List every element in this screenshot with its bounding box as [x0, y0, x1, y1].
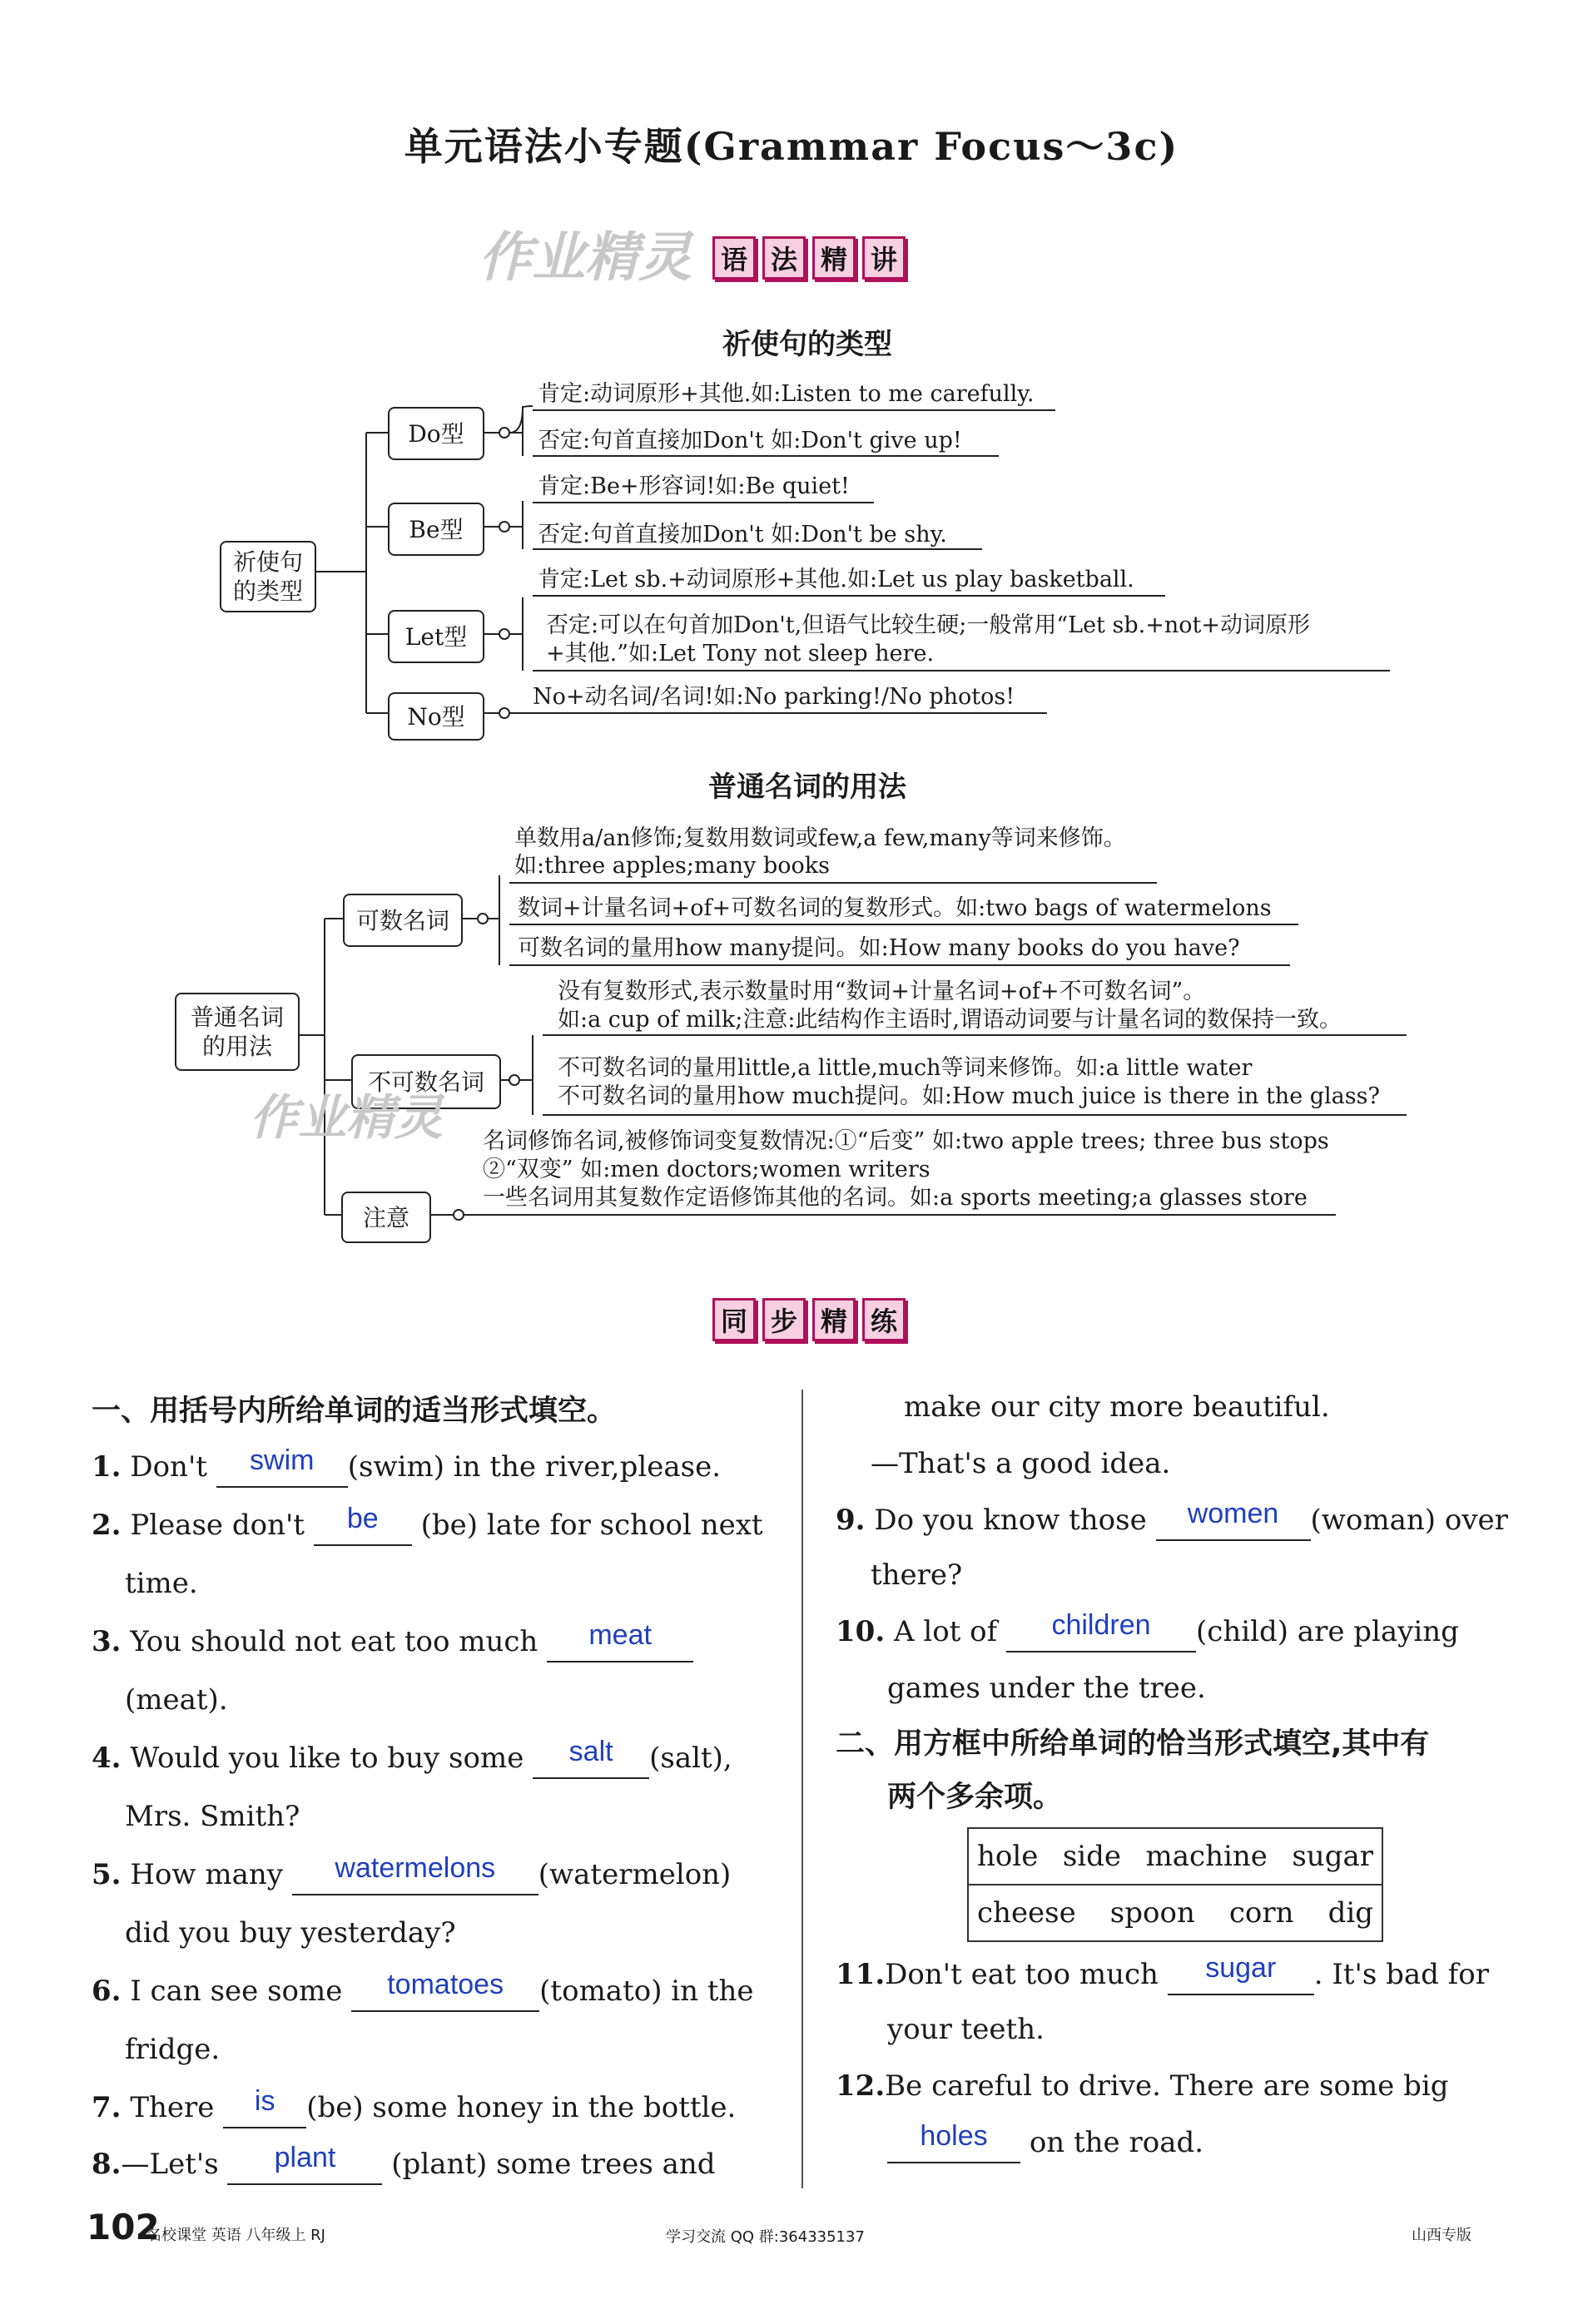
part1-heading: 一、用括号内所给单词的适当形式填空。 [92, 1395, 617, 1428]
word: spoon [1109, 1896, 1195, 1930]
branch-let: Let型 [388, 610, 484, 663]
rule-text: 如:three apples;many books [514, 853, 830, 879]
question-5: 5. How many watermelons (watermelon) [92, 1846, 731, 1904]
word: hole [977, 1840, 1039, 1873]
question-6-cont: fridge. [125, 2033, 221, 2066]
map2-title: 普通名词的用法 [708, 771, 906, 804]
map1-title: 祈使句的类型 [722, 328, 892, 361]
rule-text: 名词修饰名词,被修饰词变复数情况:①“后变” 如:two apple trees; three bus stops [483, 1128, 1329, 1154]
book-info: 名校课堂 英语 八年级上 RJ [146, 2227, 325, 2244]
answer-blank[interactable]: meat [547, 1623, 693, 1662]
branch-no: No型 [388, 692, 484, 741]
badge-char: 语 [712, 236, 756, 280]
question-6: 6. I can see some tomatoes (tomato) in the [92, 1962, 754, 2020]
rule-text: 如:a cup of milk;注意:此结构作主语时,谓语动词要与计量名词的数保持一致。 [558, 1007, 1342, 1033]
question-10: 10. A lot of children (child) are playing [836, 1603, 1459, 1661]
question-11-cont: your teeth. [887, 2013, 1045, 2046]
rule-text: 肯定:Let sb.+动词原形+其他.如:Let us play basketball. [538, 567, 1134, 592]
question-9: 9. Do you know those women (woman) over [836, 1491, 1508, 1549]
question-2-cont: time. [125, 1567, 198, 1600]
branch-uncountable: 不可数名词 [351, 1054, 501, 1109]
rule-text: 否定:句首直接加Don't 如:Don't be shy. [538, 522, 947, 548]
word: machine [1145, 1840, 1268, 1873]
branch-be: Be型 [388, 503, 484, 556]
word: side [1062, 1840, 1122, 1873]
word-box [967, 1827, 1383, 1942]
rule-text: No+动名词/名词!如:No parking!/No photos! [533, 684, 1015, 710]
rule-text: 肯定:Be+形容词!如:Be quiet! [538, 473, 850, 499]
question-1: 1. Don't swim (swim) in the river,please. [92, 1438, 721, 1496]
question-9-cont: there? [871, 1558, 963, 1592]
edition: 山西专版 [1412, 2227, 1471, 2244]
branch-countable: 可数名词 [343, 894, 463, 947]
rule-text: 不可数名词的量用little,a little,much等词来修饰。如:a little water [558, 1055, 1253, 1081]
part2-heading: 二、用方框中所给单词的恰当形式填空,其中有 [836, 1727, 1430, 1761]
watermark: 作业精灵 [250, 1089, 444, 1146]
badge-char: 精 [812, 236, 856, 280]
word: sugar [1292, 1840, 1373, 1873]
rule-text: 一些名词用其复数作定语修饰其他的名词。如:a sports meeting;a glasses store [483, 1185, 1308, 1211]
answer-blank[interactable]: holes [887, 2123, 1020, 2163]
question-4: 4. Would you like to buy some salt (salt), [92, 1729, 732, 1787]
question-8: 8.—Let's plant (plant) some trees and [92, 2135, 716, 2193]
branch-do: Do型 [388, 407, 484, 460]
word: corn [1228, 1896, 1294, 1930]
question-4-cont: Mrs. Smith? [125, 1800, 300, 1833]
rule-text: 否定:句首直接加Don't 如:Don't give up! [538, 428, 962, 453]
question-7: 7. There is (be) some honey in the bottle. [92, 2079, 736, 2137]
rule-text: +其他.”如:Let Tony not sleep here. [546, 641, 935, 666]
question-3-cont: (meat). [125, 1683, 228, 1717]
badge-char: 讲 [862, 236, 906, 280]
answer-blank[interactable]: children [1006, 1613, 1196, 1653]
rule-text: 可数名词的量用how many提问。如:How many books do you have? [518, 935, 1240, 961]
question-12-cont: holes on the road. [887, 2113, 1203, 2172]
rule-text: 没有复数形式,表示数量时用“数词+计量名词+of+不可数名词”。 [558, 979, 1206, 1004]
practice-badge [712, 1298, 906, 1341]
rule-text: 单数用a/an修饰;复数用数词或few,a few,many等词来修饰。 [514, 825, 1126, 851]
question-12: 12.Be careful to drive. There are some big [836, 2069, 1449, 2103]
map1-root-node: 祈使句 的类型 [220, 541, 316, 612]
question-5-cont: did you buy yesterday? [125, 1916, 456, 1950]
word: dig [1327, 1896, 1373, 1930]
page-title: 单元语法小专题(Grammar Focus～3c) [404, 124, 1179, 169]
answer-blank[interactable]: watermelons [292, 1856, 538, 1895]
rule-text: 不可数名词的量用how much提问。如:How much juice is there in the glass? [558, 1083, 1380, 1109]
badge-char: 步 [762, 1298, 806, 1341]
qq-group: 学习交流 QQ 群:364335137 [666, 2228, 865, 2246]
rule-text: 数词+计量名词+of+可数名词的复数形式。如:two bags of watermelons [518, 895, 1272, 921]
rule-text: 肯定:动词原形+其他.如:Listen to me carefully. [538, 381, 1035, 407]
badge-char: 同 [712, 1298, 756, 1341]
question-8-reply: —That's a good idea. [871, 1447, 1171, 1480]
watermark: 作业精灵 [479, 227, 692, 289]
answer-blank[interactable]: salt [533, 1739, 649, 1779]
branch-note: 注意 [341, 1192, 431, 1243]
answer-blank[interactable]: plant [227, 2145, 382, 2185]
map2-root-node: 普通名词 的用法 [175, 993, 300, 1071]
question-11: 11.Don't eat too much sugar . It's bad for [836, 1945, 1489, 2004]
question-2: 2. Please don't be (be) late for school next [92, 1496, 763, 1554]
badge-char: 法 [762, 236, 806, 280]
badge-char: 练 [862, 1298, 906, 1341]
question-8-cont: make our city more beautiful. [904, 1390, 1330, 1424]
rule-text: 否定:可以在句首加Don't,但语气比较生硬;一般常用“Let sb.+not+动词原形 [546, 612, 1310, 638]
page-number: 102 [87, 2207, 160, 2247]
badge-char: 精 [812, 1298, 856, 1341]
column-divider [801, 1390, 803, 2188]
answer-blank[interactable]: women [1156, 1501, 1311, 1541]
rule-text: ②“双变” 如:men doctors;women writers [483, 1157, 930, 1182]
part2-heading-cont: 两个多余项。 [887, 1781, 1063, 1814]
answer-blank[interactable]: sugar [1168, 1955, 1314, 1995]
answer-blank[interactable]: swim [216, 1448, 348, 1488]
word: cheese [977, 1896, 1076, 1930]
question-3: 3. You should not eat too much meat [92, 1613, 693, 1671]
answer-blank[interactable]: tomatoes [351, 1972, 539, 2012]
answer-blank[interactable]: be [314, 1506, 412, 1546]
answer-blank[interactable]: is [223, 2089, 306, 2128]
question-10-cont: games under the tree. [887, 1672, 1206, 1705]
